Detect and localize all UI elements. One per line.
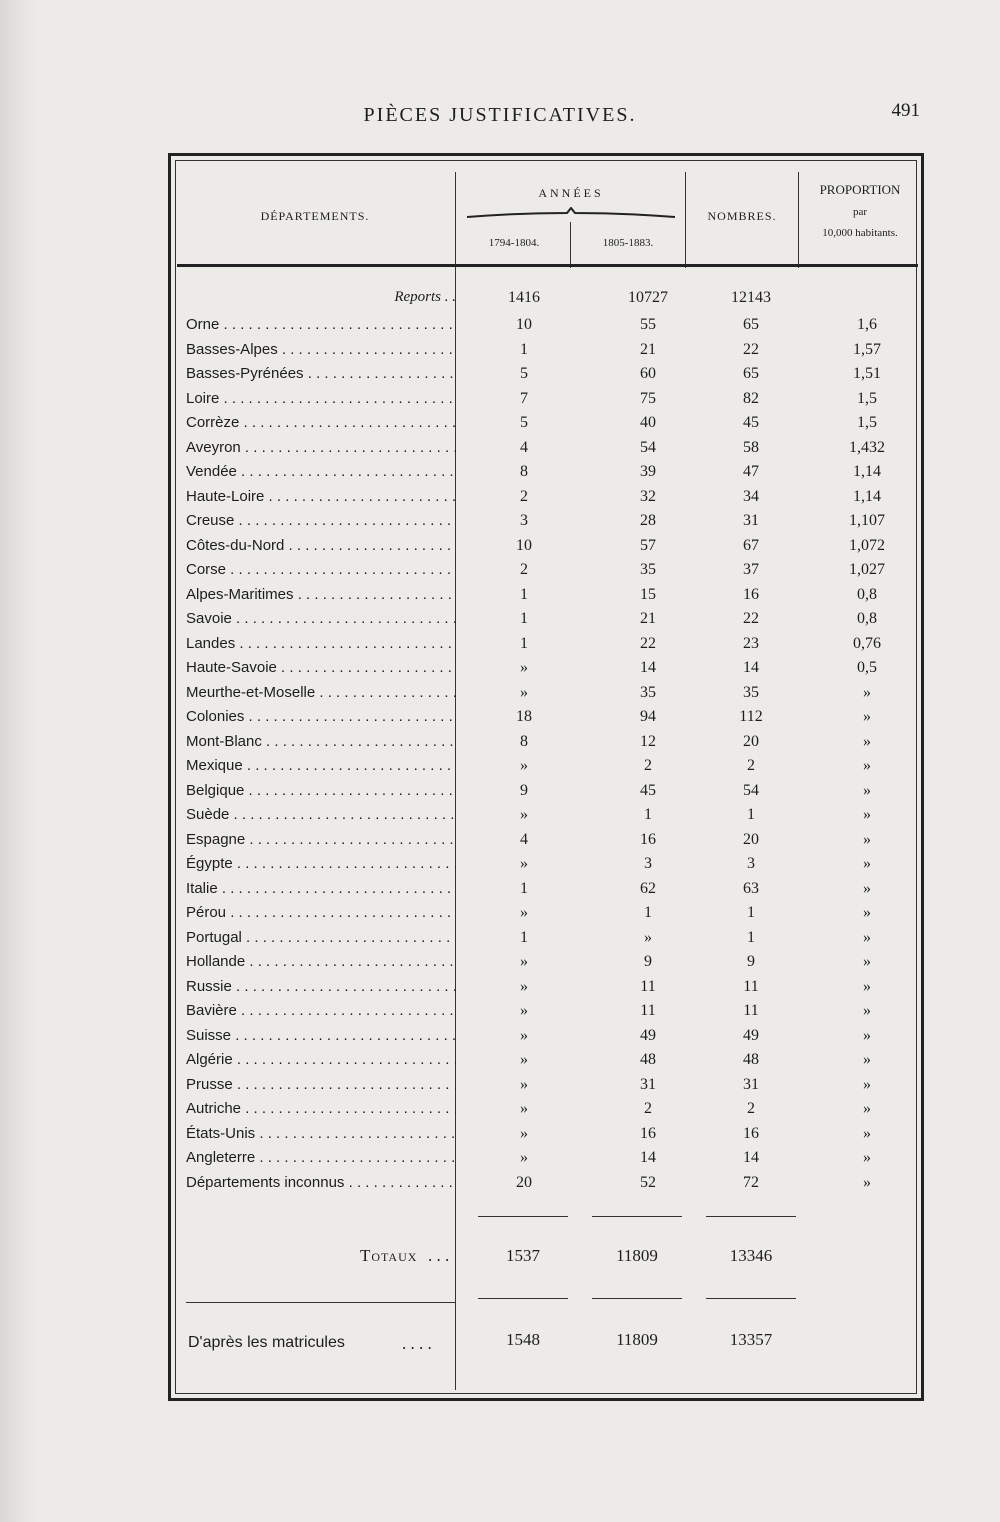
cell-department-name: Prusse . . .	[186, 1076, 456, 1093]
column-divider	[685, 172, 686, 268]
cell-period-1805: 2	[644, 1100, 652, 1117]
cell-department-name: Haute-Loire . . .	[186, 488, 456, 505]
cell-department-name: Algérie . . .	[186, 1051, 456, 1068]
cell-department-name: Basses-Alpes . . .	[186, 341, 456, 358]
cell-proportion: »	[863, 806, 871, 823]
cell-department-name: Orne . . .	[186, 316, 456, 333]
table-row	[186, 365, 916, 390]
cell-nombres: 54	[743, 781, 759, 799]
table-row	[186, 1125, 916, 1150]
cell-department-name: Corse . . .	[186, 561, 456, 578]
cell-nombres: 31	[743, 1075, 759, 1093]
cell-department-name: Savoie . . .	[186, 610, 456, 627]
cell-proportion: »	[863, 1026, 871, 1044]
table-row	[186, 806, 916, 831]
cell-proportion: 1,14	[853, 487, 881, 505]
cell-period-1794: 1	[520, 610, 528, 627]
cell-period-1794: 3	[520, 512, 528, 529]
cell-nombres: 22	[743, 610, 759, 627]
cell-period-1794: 1416	[508, 289, 540, 306]
cell-department-name: Départements inconnus . . .	[186, 1174, 456, 1191]
cell-period-1805: 15	[640, 585, 656, 603]
cell-period-1805: 48	[640, 1051, 656, 1068]
cell-proportion: »	[863, 1075, 871, 1093]
cell-period-1805: 54	[640, 438, 656, 456]
cell-department-name: Belgique . . .	[186, 782, 456, 799]
table-row	[186, 880, 916, 905]
cell-department-name: Russie . . .	[186, 978, 456, 995]
cell-period-1805: 60	[640, 365, 656, 382]
cell-proportion: »	[863, 953, 871, 970]
cell-period-1794: »	[520, 659, 528, 676]
cell-period-1805: 2	[644, 757, 652, 774]
cell-proportion: 1,6	[857, 316, 877, 333]
table-row	[186, 414, 916, 439]
cell-period-1805: 32	[640, 487, 656, 505]
cell-proportion: 0,76	[853, 634, 881, 652]
cell-proportion: 0,8	[857, 610, 877, 627]
cell-nombres: 11	[743, 977, 759, 995]
cell-proportion: 1,107	[849, 512, 885, 529]
totaux-nombres: 13346	[729, 1246, 773, 1265]
cell-nombres: 65	[743, 365, 759, 382]
cell-period-1794: »	[520, 1149, 528, 1166]
table-row	[186, 1051, 916, 1076]
reports-label: Reports . .	[186, 289, 456, 306]
cell-period-1805: 21	[640, 340, 656, 358]
cell-period-1794: 8	[520, 463, 528, 480]
cell-period-1805: 10727	[628, 289, 668, 306]
cell-nombres: 3	[747, 855, 755, 872]
table-row	[186, 635, 916, 660]
cell-period-1794: 18	[516, 708, 532, 725]
cell-period-1794: »	[520, 757, 528, 774]
cell-proportion: 1,072	[849, 536, 885, 554]
cell-period-1794: »	[520, 1002, 528, 1019]
cell-period-1805: 16	[640, 1124, 656, 1142]
cell-period-1805: 57	[640, 536, 656, 554]
table-row	[186, 1027, 916, 1052]
column-header-period-1805: 1805-1883.	[602, 237, 654, 249]
cell-nombres: 12143	[731, 289, 771, 306]
matricules-nombres: 13357	[729, 1330, 773, 1349]
cell-nombres: 20	[743, 732, 759, 750]
cell-period-1794: 1	[520, 879, 528, 897]
cell-period-1805: 16	[640, 830, 656, 848]
matricules-dots: . . . .	[402, 1334, 432, 1353]
cell-period-1794: 4	[520, 438, 528, 456]
totaux-period-1805: 11809	[616, 1246, 658, 1265]
cell-proportion: »	[863, 1173, 871, 1191]
cell-period-1805: 14	[640, 659, 656, 676]
table-row	[186, 1100, 916, 1125]
cell-nombres: 65	[743, 316, 759, 333]
table-row	[186, 1076, 916, 1101]
matricules-rule	[186, 1302, 456, 1303]
cell-nombres: 2	[747, 1100, 755, 1117]
cell-department-name: Corrèze . . .	[186, 414, 456, 431]
cell-nombres: 9	[747, 953, 755, 970]
cell-proportion: 1,57	[853, 340, 881, 358]
cell-proportion: »	[863, 1051, 871, 1068]
cell-department-name: Pérou . . .	[186, 904, 456, 921]
cell-nombres: 45	[743, 414, 759, 431]
cell-period-1805: 35	[640, 561, 656, 578]
cell-proportion: »	[863, 757, 871, 774]
cell-period-1794: »	[520, 953, 528, 970]
cell-department-name: Basses-Pyrénées . . .	[186, 365, 456, 382]
totaux-period-1794: 1537	[506, 1246, 540, 1265]
cell-department-name: Portugal . . .	[186, 929, 456, 946]
totaux-label: Totaux	[360, 1246, 418, 1265]
cell-nombres: 1	[747, 904, 755, 921]
cell-department-name: Creuse . . .	[186, 512, 456, 529]
cell-department-name: Côtes-du-Nord . . .	[186, 537, 456, 554]
cell-department-name: Aveyron . . .	[186, 439, 456, 456]
cell-proportion: »	[863, 1100, 871, 1117]
cell-nombres: 67	[743, 536, 759, 554]
cell-department-name: Autriche . . .	[186, 1100, 456, 1117]
reports-row	[186, 289, 916, 316]
cell-department-name: Mexique . . .	[186, 757, 456, 774]
cell-period-1805: 11	[640, 977, 656, 995]
cell-proportion: 0,8	[857, 585, 877, 603]
column-header-annees: ANNÉES	[538, 186, 604, 200]
cell-department-name: Meurthe-et-Moselle . . .	[186, 684, 456, 701]
cell-proportion: »	[863, 855, 871, 872]
cell-department-name: Colonies . . .	[186, 708, 456, 725]
column-header-departements: DÉPARTEMENTS.	[260, 209, 370, 223]
table-row	[186, 512, 916, 537]
table-row	[186, 1174, 916, 1199]
cell-proportion: »	[863, 904, 871, 921]
cell-nombres: 37	[743, 561, 759, 578]
cell-nombres: 14	[743, 1149, 759, 1166]
cell-nombres: 22	[743, 340, 759, 358]
cell-period-1794: 8	[520, 732, 528, 750]
cell-period-1794: 2	[520, 487, 528, 505]
table-row	[186, 855, 916, 880]
table-row	[186, 439, 916, 464]
cell-department-name: Hollande . . .	[186, 953, 456, 970]
table-row	[186, 488, 916, 513]
totals-rule	[706, 1216, 796, 1217]
annees-brace	[467, 207, 675, 219]
cell-proportion: »	[863, 781, 871, 799]
column-header-proportion: PROPORTION	[819, 182, 901, 197]
cell-department-name: Égypte . . .	[186, 855, 456, 872]
matricules-rule	[592, 1298, 682, 1299]
table-row	[186, 782, 916, 807]
cell-period-1794: »	[520, 1051, 528, 1068]
cell-department-name: Italie . . .	[186, 880, 456, 897]
cell-period-1805: 39	[640, 463, 656, 480]
cell-period-1794: »	[520, 977, 528, 995]
cell-nombres: 31	[743, 512, 759, 529]
totaux-dots: . . .	[428, 1246, 450, 1265]
cell-proportion: »	[863, 732, 871, 750]
cell-period-1794: 10	[516, 316, 532, 333]
cell-nombres: 16	[743, 1124, 759, 1142]
header-rule	[177, 264, 918, 267]
cell-department-name: Espagne . . .	[186, 831, 456, 848]
cell-period-1794: »	[520, 904, 528, 921]
table-row	[186, 1002, 916, 1027]
cell-nombres: 48	[743, 1051, 759, 1068]
cell-proportion: 1,027	[849, 561, 885, 578]
cell-period-1805: 11	[640, 1002, 656, 1019]
cell-proportion: »	[863, 879, 871, 897]
cell-department-name: Bavière . . .	[186, 1002, 456, 1019]
table-row	[186, 610, 916, 635]
cell-period-1794: 1	[520, 634, 528, 652]
cell-nombres: 35	[743, 683, 759, 701]
table-row	[186, 463, 916, 488]
cell-proportion: 1,432	[849, 438, 885, 456]
running-head: PIÈCES JUSTIFICATIVES.	[363, 104, 637, 126]
cell-department-name: Vendée . . .	[186, 463, 456, 480]
cell-period-1794: »	[520, 855, 528, 872]
cell-department-name: Suisse . . .	[186, 1027, 456, 1044]
cell-proportion: »	[863, 683, 871, 701]
column-header-nombres: NOMBRES.	[707, 209, 777, 223]
cell-period-1794: 9	[520, 781, 528, 799]
cell-proportion: »	[863, 977, 871, 995]
cell-period-1794: 1	[520, 928, 528, 946]
table-row	[186, 1149, 916, 1174]
table-row	[186, 757, 916, 782]
cell-period-1805: 21	[640, 610, 656, 627]
cell-proportion: 1,51	[853, 365, 881, 382]
cell-period-1794: »	[520, 1075, 528, 1093]
table-row	[186, 561, 916, 586]
cell-period-1794: 1	[520, 340, 528, 358]
cell-period-1794: 20	[516, 1173, 532, 1191]
matricules-period-1794: 1548	[506, 1330, 540, 1349]
column-divider	[570, 222, 571, 268]
cell-nombres: 2	[747, 757, 755, 774]
cell-nombres: 1	[747, 928, 755, 946]
cell-period-1805: 62	[640, 879, 656, 897]
cell-period-1794: »	[520, 683, 528, 701]
cell-proportion: 1,5	[857, 389, 877, 407]
cell-period-1805: 94	[640, 708, 656, 725]
cell-proportion: »	[863, 830, 871, 848]
table-row	[186, 929, 916, 954]
cell-department-name: Angleterre . . .	[186, 1149, 456, 1166]
cell-period-1805: 14	[640, 1149, 656, 1166]
cell-period-1805: 45	[640, 781, 656, 799]
table-row	[186, 684, 916, 709]
cell-department-name: Haute-Savoie . . .	[186, 659, 456, 676]
table-row	[186, 904, 916, 929]
cell-department-name: Alpes-Maritimes . . .	[186, 586, 456, 603]
cell-department-name: États-Unis . . .	[186, 1125, 456, 1142]
cell-period-1805: 35	[640, 683, 656, 701]
cell-period-1805: 52	[640, 1173, 656, 1191]
matricules-rule	[478, 1298, 568, 1299]
cell-period-1805: 3	[644, 855, 652, 872]
totals-rule	[478, 1216, 568, 1217]
totals-rule	[592, 1216, 682, 1217]
column-header-habitants: 10,000 habitants.	[822, 227, 898, 239]
cell-period-1794: 7	[520, 389, 528, 407]
matricules-period-1805: 11809	[616, 1330, 658, 1349]
cell-period-1805: 31	[640, 1075, 656, 1093]
column-header-period-1794: 1794-1804.	[488, 237, 540, 249]
cell-nombres: 14	[743, 659, 759, 676]
cell-nombres: 16	[743, 585, 759, 603]
cell-nombres: 11	[743, 1002, 759, 1019]
cell-period-1794: »	[520, 806, 528, 823]
cell-department-name: Loire . . .	[186, 390, 456, 407]
table-row	[186, 586, 916, 611]
cell-period-1794: »	[520, 1100, 528, 1117]
cell-nombres: 34	[743, 487, 759, 505]
cell-period-1805: 1	[644, 904, 652, 921]
table-row	[186, 708, 916, 733]
table-row	[186, 953, 916, 978]
cell-nombres: 112	[739, 708, 763, 725]
table-row	[186, 390, 916, 415]
table-row	[186, 978, 916, 1003]
cell-nombres: 72	[743, 1173, 759, 1191]
column-header-par: par	[852, 206, 868, 218]
cell-period-1805: »	[644, 928, 652, 946]
cell-proportion: »	[863, 928, 871, 946]
cell-period-1805: 9	[644, 953, 652, 970]
matricules-label: D'après les matricules	[188, 1334, 345, 1351]
cell-proportion: »	[863, 1002, 871, 1019]
cell-period-1805: 22	[640, 634, 656, 652]
table-row	[186, 341, 916, 366]
cell-period-1805: 55	[640, 316, 656, 333]
matricules-rule	[706, 1298, 796, 1299]
cell-period-1805: 12	[640, 732, 656, 750]
cell-period-1794: 1	[520, 585, 528, 603]
page-number: 491	[891, 100, 920, 121]
column-divider	[798, 172, 799, 268]
table-row	[186, 659, 916, 684]
cell-nombres: 49	[743, 1026, 759, 1044]
table-row	[186, 733, 916, 758]
cell-proportion: 1,5	[857, 414, 877, 431]
cell-proportion: 1,14	[853, 463, 881, 480]
department-rows	[186, 316, 916, 1198]
table-body	[186, 289, 916, 1198]
cell-proportion: »	[863, 1124, 871, 1142]
cell-period-1794: 4	[520, 830, 528, 848]
cell-nombres: 58	[743, 438, 759, 456]
cell-period-1794: 10	[516, 536, 532, 554]
cell-period-1794: 5	[520, 414, 528, 431]
cell-proportion: »	[863, 708, 871, 725]
cell-period-1794: »	[520, 1026, 528, 1044]
cell-proportion: »	[863, 1149, 871, 1166]
cell-period-1805: 1	[644, 806, 652, 823]
table-row	[186, 316, 916, 341]
cell-nombres: 20	[743, 830, 759, 848]
cell-nombres: 47	[743, 463, 759, 480]
cell-period-1805: 75	[640, 389, 656, 407]
cell-proportion: 0,5	[857, 659, 877, 676]
cell-department-name: Suède . . .	[186, 806, 456, 823]
cell-period-1805: 28	[640, 512, 656, 529]
cell-department-name: Landes . . .	[186, 635, 456, 652]
cell-nombres: 82	[743, 389, 759, 407]
cell-nombres: 23	[743, 634, 759, 652]
table-row	[186, 831, 916, 856]
cell-department-name: Mont-Blanc . . .	[186, 733, 456, 750]
cell-period-1805: 40	[640, 414, 656, 431]
cell-nombres: 1	[747, 806, 755, 823]
cell-period-1794: 2	[520, 561, 528, 578]
cell-period-1794: »	[520, 1124, 528, 1142]
cell-period-1794: 5	[520, 365, 528, 382]
cell-period-1805: 49	[640, 1026, 656, 1044]
table-row	[186, 537, 916, 562]
cell-nombres: 63	[743, 879, 759, 897]
page-edge	[0, 0, 36, 1522]
